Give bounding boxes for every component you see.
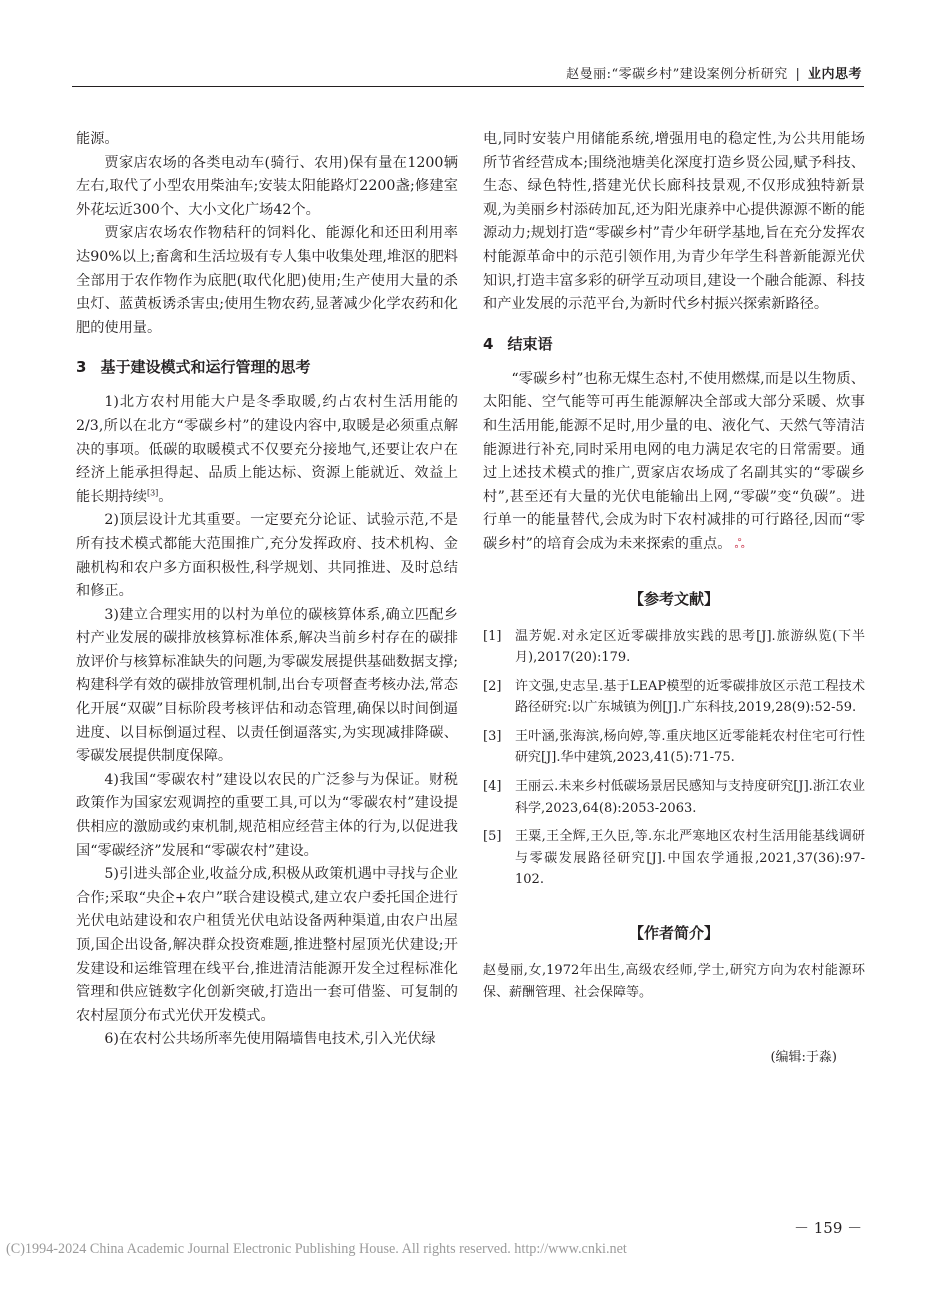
reference-item [483,676,865,719]
citation-3[interactable]: [3] [146,487,159,497]
paragraph-straw-utilization: 贾家店农场农作物秸秆的饲料化、能源化和还田利用率达90%以上;畜禽和生活垃圾有专人集中收集处理,堆沤的肥料全部用于农作物作为底肥(取代化肥)使用;生产使用大量的杀虫灯、蓝黄板诱杀害虫;使用生物农药,显著减少化学农药和化肥的使用量。 [76,225,458,336]
reference-label: [3] [483,728,502,744]
section-4-number: 4 [483,334,494,353]
point-1-text: 1)北方农村用能大户是冬季取暖,约占农村生活用能的2/3,所以在北方“零碳乡村”的建设内容中,取暖是必须重点解决的事项。低碳的取暖模式不仅要充分接地气,还要让农户在经济上能承担得起、品质上能达标、资源上能就近、效益上能长期持续 [76,394,458,505]
reference-text: 王丽云.未来乡村低碳场景居民感知与支持度研究[J].浙江农业科学,2023,64(8):2053-2063. [515,779,865,816]
reference-item [483,626,865,669]
reference-item [483,776,865,819]
section-3-title: 基于建设模式和运行管理的思考 [100,358,311,377]
references-title: 【参考文献】 [628,589,719,608]
point-6-public-places: 6)在农村公共场所率先使用隔墙售电技术,引入光伏绿 [104,1031,436,1048]
trefoil-end-mark-icon: ஃ [734,536,745,552]
section-4-heading [483,333,865,355]
point-1-heating [76,391,458,509]
reference-item [483,826,865,891]
section-4-title: 结束语 [507,334,553,353]
point-1-end: 。 [158,488,173,505]
paragraph-conclusion [483,368,865,557]
reference-text: 王粟,王全辉,王久臣,等.东北严寒地区农村生活用能基线调研与零碳发展路径研究[J].中国农学通报,2021,37(36):97-102. [515,829,865,888]
reference-text: 温芳妮.对永定区近零碳排放实践的思考[J].旅游纵览(下半月),2017(20):179. [515,628,865,666]
reference-text: 王叶涵,张海滨,杨向婷,等.重庆地区近零能耗农村住宅可行性研究[J].华中建筑,2023,41(5):71-75. [515,728,865,766]
reference-label: [4] [483,779,502,795]
reference-label: [1] [483,628,502,644]
point-2-top-design: 2)顶层设计尤其重要。一定要充分论证、试验示范,不是所有技术模式都能大范围推广,充分发挥政府、技术机构、金融机构和农户多方面积极性,科学规划、共同推进、及时总结和修正。 [76,512,458,600]
point-5-enterprise-cooperation: 5)引进头部企业,收益分成,积极从政策机遇中寻找与企业合作;采取“央企+农户”联合建设模式,建立农户委托国企进行光伏电站建设和农户租赁光伏电站设备两种渠道,由农户出屋顶,国企出设备,解决群众投资难题,推进整村屋顶光伏建设;开发建设和运维管理在线平台,推进清洁能源开发全过程标准化管理和供应链数字化创新突破,打造出一套可借鉴、可复制的农村屋顶分布式光伏开发模式。 [76,866,458,1024]
right-column [483,128,865,1065]
section-tag: 业内思考 [807,67,862,82]
conclusion-text: “零碳乡村”也称无煤生态村,不使用燃煤,而是以生物质、太阳能、空气能等可再生能源解决全部或大部分采暖、炊事和生活用能,能源不足时,用少量的电、液化气、天然气等清洁能源进行补充,同时采用电网的电力满足农宅的日常需要。通过上述技术模式的推广,贾家店农场成了名副其实的“零碳乡村”,甚至还有大量的光伏电能输出上网,“零碳”变“负碳”。进行单一的能量替代,会成为时下农村减排的可行路径,因而“零碳乡村”的培育会成为未来探索的重点。 [483,370,865,552]
section-3-heading [76,356,458,378]
paragraph-electric-vehicles: 贾家店农场的各类电动车(骑行、农用)保有量在1200辆左右,取代了小型农用柴油车;安装太阳能路灯2200盏;修建室外花坛近300个、大小文化广场42个。 [76,154,458,218]
author-bio: 赵曼丽,女,1972年出生,高级农经师,学士,研究方向为农村能源环保、薪酬管理、社会保障等。 [483,963,865,1001]
copyright-notice: (C)1994-2024 China Academic Journal Electronic Publishing House. All rights reserved. http://www.cnki.net [6,1241,627,1257]
section-3-number: 3 [76,358,87,377]
point-3-carbon-accounting: 3)建立合理实用的以村为单位的碳核算体系,确立匹配乡村产业发展的碳排放核算标准体系,解决当前乡村存在的碳排放评价与核算标准缺失的问题,为零碳发展提供基础数据支撑;构建科学有效的碳排放管理机制,出台专项督查考核办法,常态化开展“双碳”目标阶段考核评估和动态管理,确保以时间倒逼进度、以目标倒逼过程、以责任倒逼落实,为实现减排降碳、零碳发展提供制度保障。 [76,606,458,765]
reference-label: [2] [483,678,502,694]
reference-text: 许文强,史志呈.基于LEAP模型的近零碳排放区示范工程技术路径研究:以广东城镇为例[J].广东科技,2019,28(9):52-59. [515,678,865,716]
reference-item [483,726,865,769]
running-title: 赵曼丽:“零碳乡村”建设案例分析研究 [566,67,788,82]
left-column [76,128,458,1052]
author-title: 【作者简介】 [628,924,719,943]
reference-label: [5] [483,829,502,845]
header-rule [72,86,864,87]
header-separator: | [795,67,801,82]
references-list [483,626,865,892]
running-header [566,63,862,82]
paragraph-continuation: 电,同时安装户用储能系统,增强用电的稳定性,为公共用能场所节省经营成本;围绕池塘美化深度打造乡贤公园,赋予科技、生态、绿色特性,搭建光伏长廊科技景观,不仅形成独特新景观,为美丽乡村添砖加瓦,还为阳光康养中心提供源源不断的能源动力;规划打造“零碳乡村”青少年研学基地,旨在充分发挥农村能源革命中的示范引领作用,为青少年学生科普新能源光伏知识,打造丰富多彩的研学互动项目,建设一个融合能源、科技和产业发展的示范平台,为新时代乡村振兴探索新路径。 [483,131,865,313]
paragraph-energy-end: 能源。 [76,131,119,147]
page-number: － 159 － [794,1219,863,1237]
point-4-fiscal-policy: 4)我国“零碳农村”建设以农民的广泛参与为保证。财税政策作为国家宏观调控的重要工具,可以为“零碳农村”建设提供相应的激励或约束机制,规范相应经营主体的行为,以促进我国“零碳经济”发展和“零碳农村”建设。 [76,771,458,859]
editor-credit: (编辑:于淼) [770,1050,837,1066]
